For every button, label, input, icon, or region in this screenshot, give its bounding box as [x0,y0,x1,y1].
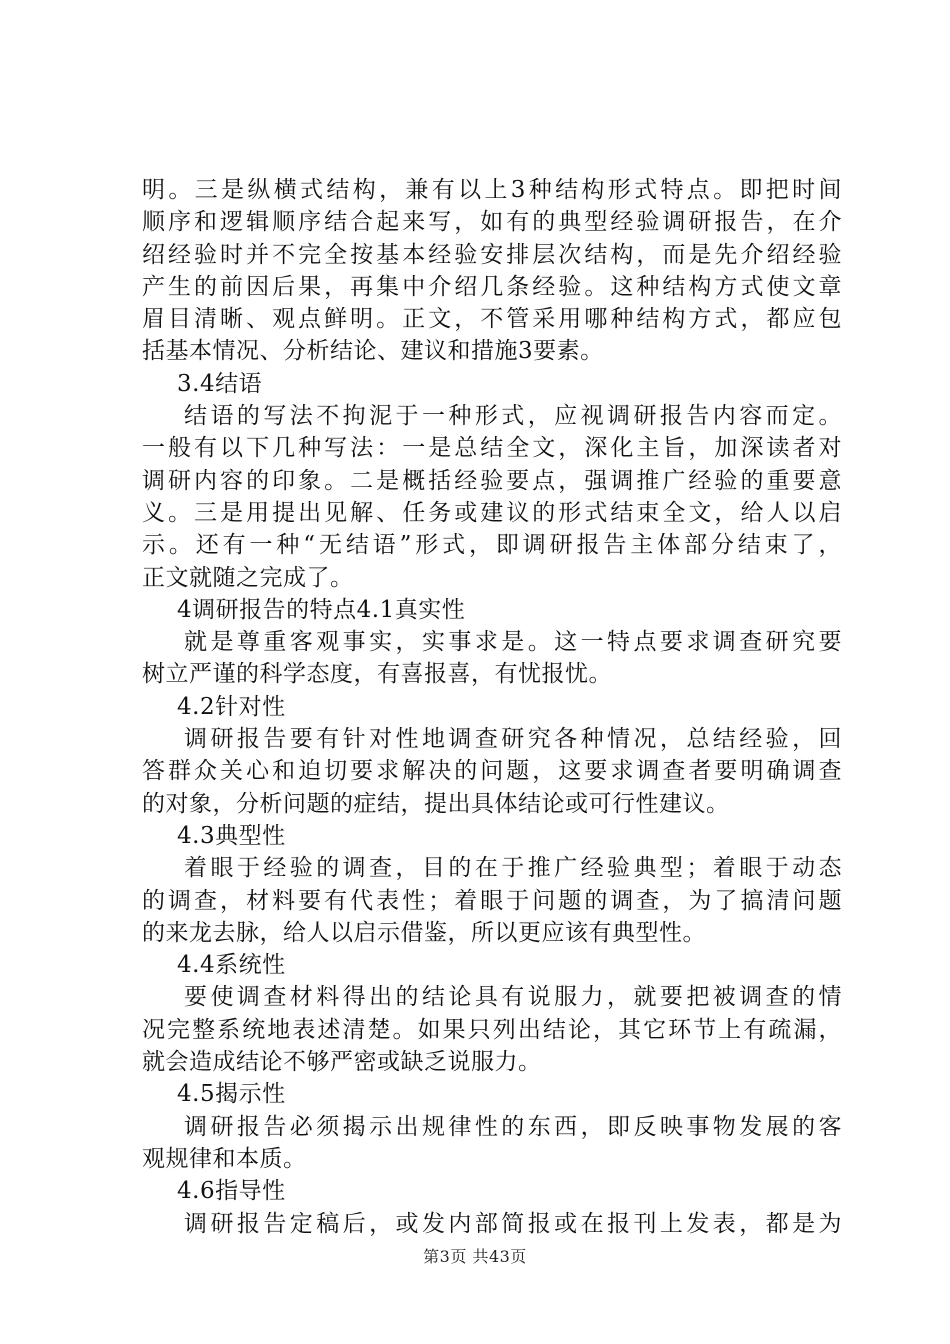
text-line: 调研内容的印象。二是概括经验要点，强调推广经验的重要意 [142,467,842,494]
text-line: 调研报告要有针对性地调查研究各种情况，总结经验，回 [184,726,842,753]
section-heading: 4.6指导性 [177,1178,286,1205]
section-heading: 4.5揭示性 [177,1081,286,1108]
text-line: 一般有以下几种写法：一是总结全文，深化主旨，加深读者对 [142,435,842,462]
text-line: 观规律和本质。 [142,1145,307,1172]
text-line: 的对象，分析问题的症结，提出具体结论或可行性建议。 [142,790,730,817]
text-line: 结语的写法不拘泥于一种形式，应视调研报告内容而定。 [184,403,842,430]
text-line: 眉目清晰、观点鲜明。正文，不管采用哪种结构方式，都应包 [142,306,842,333]
section-heading: 4.4系统性 [177,952,286,979]
body-text [142,174,842,1240]
section-heading: 4.2针对性 [177,693,286,720]
text-line: 义。三是用提出见解、任务或建议的形式结束全文，给人以启 [142,499,842,526]
text-line: 况完整系统地表述清楚。如果只列出结论，其它环节上有疏漏， [142,1016,842,1043]
text-line: 就是尊重客观事实，实事求是。这一特点要求调查研究要 [184,629,842,656]
section-heading: 3.4结语 [177,370,263,397]
text-line: 括基本情况、分析结论、建议和措施3要素。 [142,338,604,365]
text-line: 树立严谨的科学态度，有喜报喜，有忧报忧。 [142,661,612,688]
text-line: 示。还有一种“无结语”形式，即调研报告主体部分结束了， [142,532,842,559]
text-line: 绍经验时并不完全按基本经验安排层次结构，而是先介绍经验 [142,241,842,268]
text-line: 就会造成结论不够严密或缺乏说服力。 [142,1049,542,1076]
text-line: 顺序和逻辑顺序结合起来写，如有的典型经验调研报告，在介 [142,209,842,236]
page-footer: 第3页 共43页 [423,1247,527,1266]
text-line: 明。三是纵横式结构，兼有以上3种结构形式特点。即把时间 [142,177,842,203]
section-heading: 4调研报告的特点4.1真实性 [177,596,466,623]
text-line: 调研报告定稿后，或发内部简报或在报刊上发表，都是为 [184,1210,842,1237]
text-line: 调研报告必须揭示出规律性的东西，即反映事物发展的客 [184,1113,842,1140]
text-line: 正文就随之完成了。 [142,564,354,591]
section-heading: 4.3典型性 [177,822,286,849]
text-line: 要使调查材料得出的结论具有说服力，就要把被调查的情 [184,984,842,1011]
text-line: 产生的前因后果，再集中介绍几条经验。这种结构方式使文章 [142,273,842,300]
text-line: 着眼于经验的调查，目的在于推广经验典型；着眼于动态 [184,855,842,882]
text-line: 的调查，材料要有代表性；着眼于问题的调查，为了搞清问题 [142,887,842,914]
text-line: 的来龙去脉，给人以启示借鉴，所以更应该有典型性。 [142,919,706,946]
text-line: 答群众关心和迫切要求解决的问题，这要求调查者要明确调查 [142,758,842,785]
